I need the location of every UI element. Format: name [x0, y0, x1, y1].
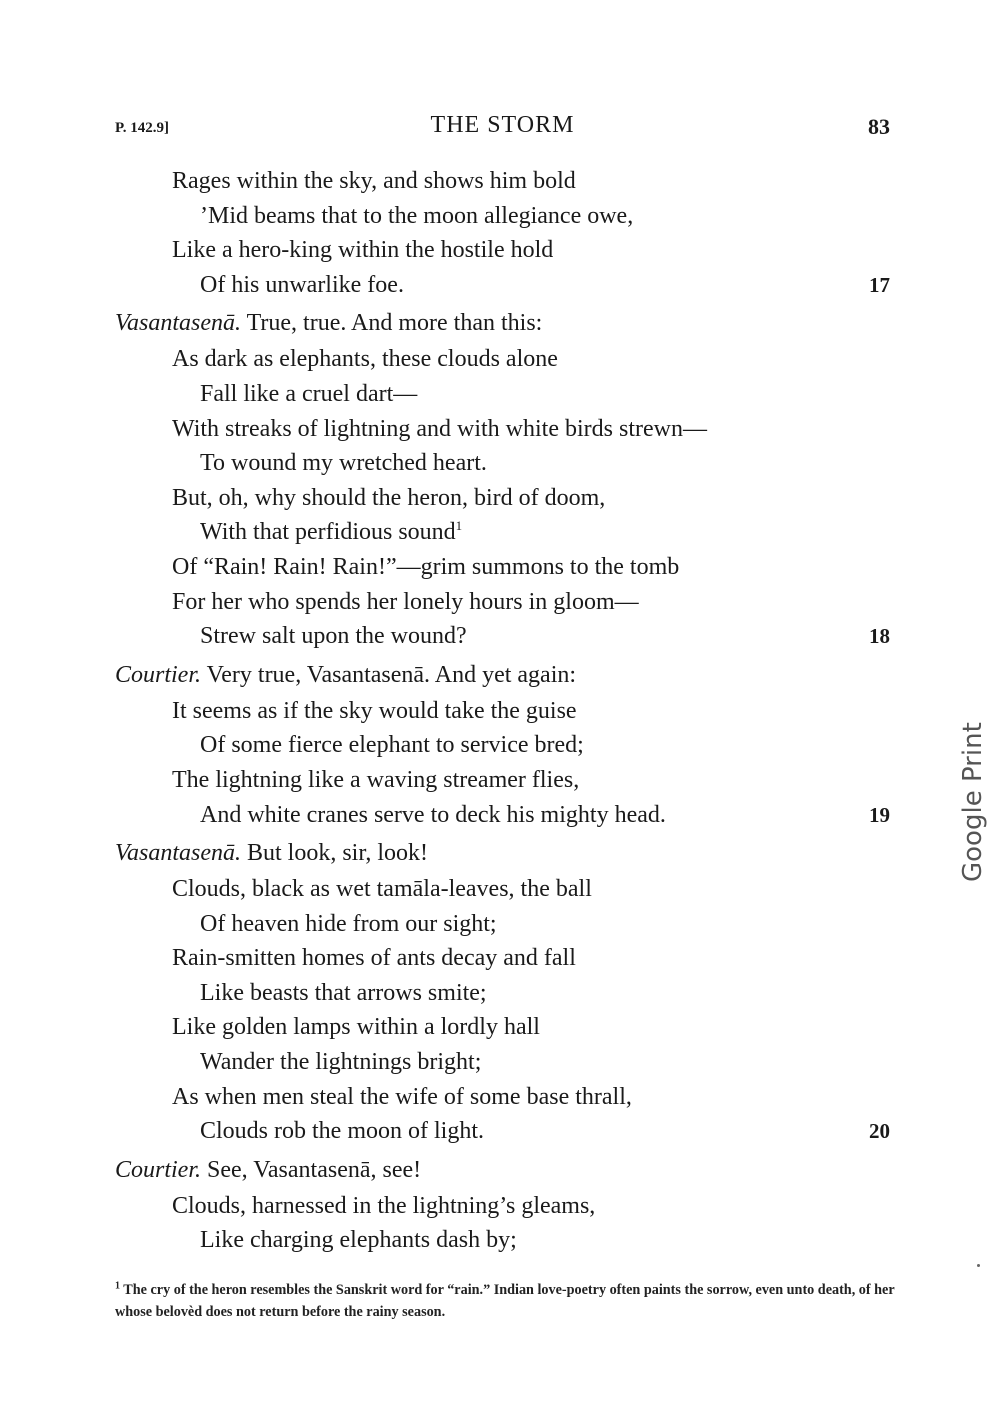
verse-line: Of “Rain! Rain! Rain!”—grim summons to the tomb	[172, 553, 680, 580]
verse-line: Clouds, black as wet tamāla-leaves, the ball	[172, 876, 592, 903]
speaker-line: Courtier. Very true, Vasantasenā. And yet again:	[115, 661, 577, 688]
verse-number: 18	[869, 624, 890, 649]
footnote-mark: 1	[455, 518, 463, 534]
footnote-number: 1	[115, 1280, 120, 1292]
running-header	[115, 112, 890, 148]
verse-number: 17	[869, 272, 890, 297]
verse-line: With streaks of lightning and with white birds strewn—	[172, 415, 707, 442]
speaker-name: Courtier.	[115, 661, 202, 688]
verse-line: Clouds, harnessed in the lightning’s gleams,	[172, 1192, 596, 1219]
scan-speck	[977, 1264, 980, 1267]
speaker-line: Vasantasenā. True, true. And more than this:	[115, 310, 543, 337]
verse-line: It seems as if the sky would take the guise	[172, 697, 577, 724]
verse-line: For her who spends her lonely hours in gloom—	[172, 588, 639, 615]
verse-line: Like a hero-king within the hostile hold	[172, 237, 554, 264]
verse-line: Of heaven hide from our sight;	[200, 910, 497, 937]
verse-line: Like charging elephants dash by;	[200, 1227, 517, 1254]
verse-line: To wound my wretched heart.	[200, 450, 487, 477]
chapter-title: THE STORM	[430, 112, 575, 138]
page-reference: P. 142.9]	[115, 120, 170, 136]
verse-line: Like beasts that arrows smite;	[200, 979, 487, 1006]
verse-line: But, oh, why should the heron, bird of doom,	[172, 484, 606, 511]
footnote-text: The cry of the heron resembles the Sanskrit word for “rain.” Indian love-poetry often paints the sorrow, even unto death, of her whose belovèd does not return before the rainy season.	[115, 1282, 895, 1320]
verse-line: Of some fierce elephant to service bred;	[200, 732, 584, 759]
verse-line: With that perfidious sound$^1$	[200, 518, 463, 546]
speaker-line: Courtier. See, Vasantasenā, see!	[115, 1156, 422, 1183]
verse-line: Strew salt upon the wound? 18	[115, 619, 890, 654]
verse-line: Clouds rob the moon of light. 20	[115, 1114, 890, 1149]
footnote	[115, 1279, 895, 1323]
verse-line: Of his unwarlike foe. 17	[115, 268, 890, 303]
verse-line: Fall like a cruel dart—	[200, 380, 418, 407]
verse-number: 19	[869, 802, 890, 827]
verse-line: Wander the lightnings bright;	[200, 1049, 482, 1076]
verse-line: Like golden lamps within a lordly hall	[172, 1014, 540, 1041]
verse-line: Rain-smitten homes of ants decay and fall	[172, 945, 576, 972]
speaker-name: Courtier.	[115, 1156, 202, 1183]
watermark: Google Print	[958, 722, 988, 882]
speaker-line: Vasantasenā. But look, sir, look!	[115, 840, 429, 867]
verse-line: As when men steal the wife of some base thrall,	[172, 1083, 632, 1110]
verse-line: Rages within the sky, and shows him bold	[172, 168, 576, 194]
verse-line: As dark as elephants, these clouds alone	[172, 346, 558, 373]
verse-line: And white cranes serve to deck his mighty head. 19	[115, 798, 890, 833]
speaker-name: Vasantasenā.	[115, 310, 241, 337]
verse-line: ’Mid beams that to the moon allegiance owe,	[200, 202, 634, 229]
page-number: 83	[868, 114, 890, 139]
speaker-name: Vasantasenā.	[115, 840, 241, 867]
verse-text	[115, 164, 890, 1258]
verse-number: 20	[869, 1119, 890, 1144]
verse-line: The lightning like a waving streamer flies,	[172, 766, 580, 793]
